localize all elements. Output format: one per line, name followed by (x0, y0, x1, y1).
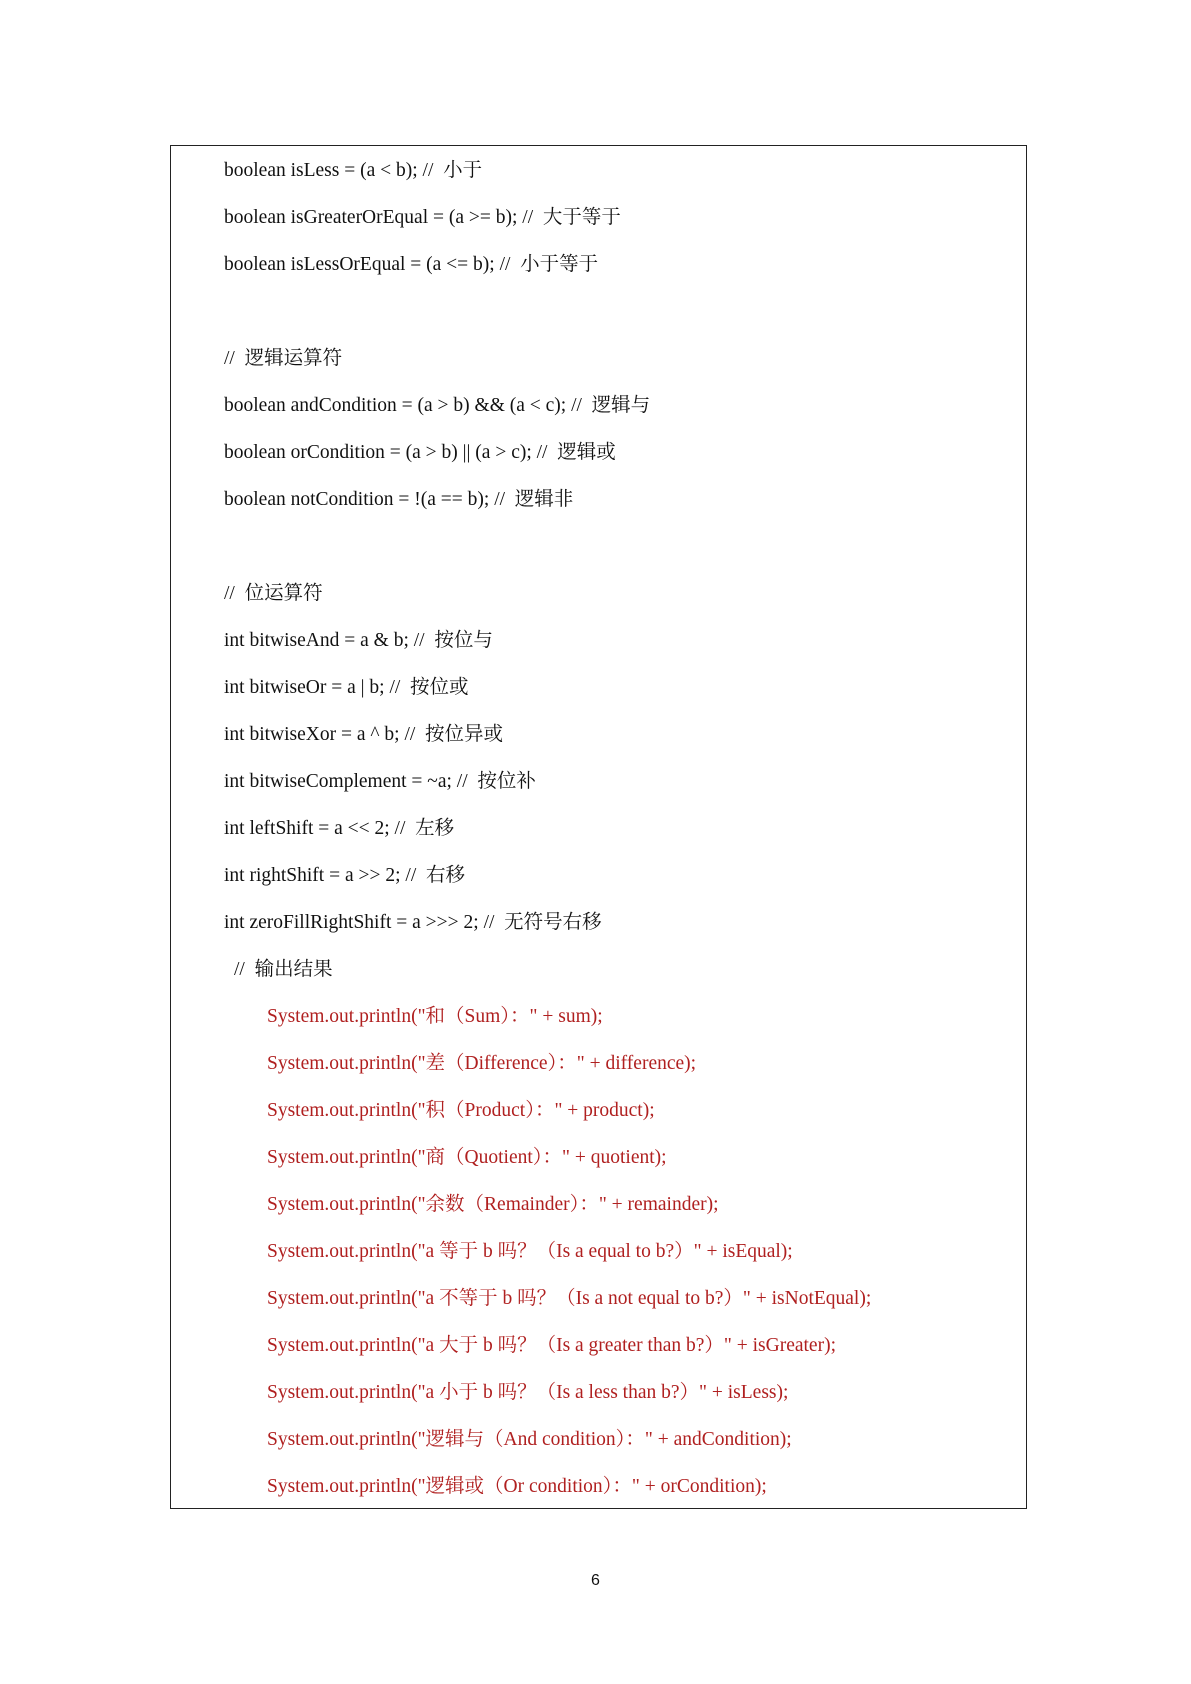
output-line: System.out.println("余数（Remainder）：" + remainder); (267, 1194, 719, 1215)
code-line: int zeroFillRightShift = a >>> 2; // 无符号右移 (224, 912, 602, 933)
output-line: System.out.println("差（Difference）：" + difference); (267, 1053, 697, 1074)
code-line: boolean isLessOrEqual = (a <= b); // 小于等于 (224, 254, 599, 275)
output-line: System.out.println("a 小于 b 吗？（Is a less than b?）" + isLess); (267, 1382, 789, 1403)
code-line: boolean orCondition = (a > b) || (a > c); // 逻辑或 (224, 442, 616, 463)
output-line: System.out.println("a 大于 b 吗？（Is a greater than b?）" + isGreater); (267, 1335, 836, 1356)
code-comment: // 位运算符 (224, 583, 323, 604)
output-line: System.out.println("a 等于 b 吗？（Is a equal to b?）" + isEqual); (267, 1241, 793, 1262)
output-line: System.out.println("积（Product）：" + product); (267, 1100, 655, 1121)
code-line: int leftShift = a << 2; // 左移 (224, 818, 455, 839)
output-line: System.out.println("逻辑与（And condition）：" + andCondition); (267, 1429, 792, 1450)
code-line: int bitwiseComplement = ~a; // 按位补 (224, 771, 536, 792)
code-line: int bitwiseXor = a ^ b; // 按位异或 (224, 724, 504, 745)
page-number: 6 (591, 1572, 600, 1589)
code-line: boolean isLess = (a < b); // 小于 (224, 160, 483, 181)
code-line: int bitwiseOr = a | b; // 按位或 (224, 677, 469, 698)
code-line: boolean notCondition = !(a == b); // 逻辑非 (224, 489, 574, 510)
code-line: boolean isGreaterOrEqual = (a >= b); // 大于等于 (224, 207, 621, 228)
code-comment: // 逻辑运算符 (224, 348, 343, 369)
output-line: System.out.println("和（Sum）：" + sum); (267, 1006, 603, 1027)
output-line: System.out.println("逻辑或（Or condition）：" + orCondition); (267, 1476, 767, 1497)
code-line: boolean andCondition = (a > b) && (a < c); // 逻辑与 (224, 395, 651, 416)
output-line: System.out.println("商（Quotient）：" + quotient); (267, 1147, 667, 1168)
code-line: int rightShift = a >> 2; // 右移 (224, 865, 465, 886)
code-comment: // 输出结果 (234, 959, 333, 980)
output-line: System.out.println("a 不等于 b 吗？（Is a not equal to b?）" + isNotEqual); (267, 1288, 872, 1309)
code-line: int bitwiseAnd = a & b; // 按位与 (224, 630, 493, 651)
